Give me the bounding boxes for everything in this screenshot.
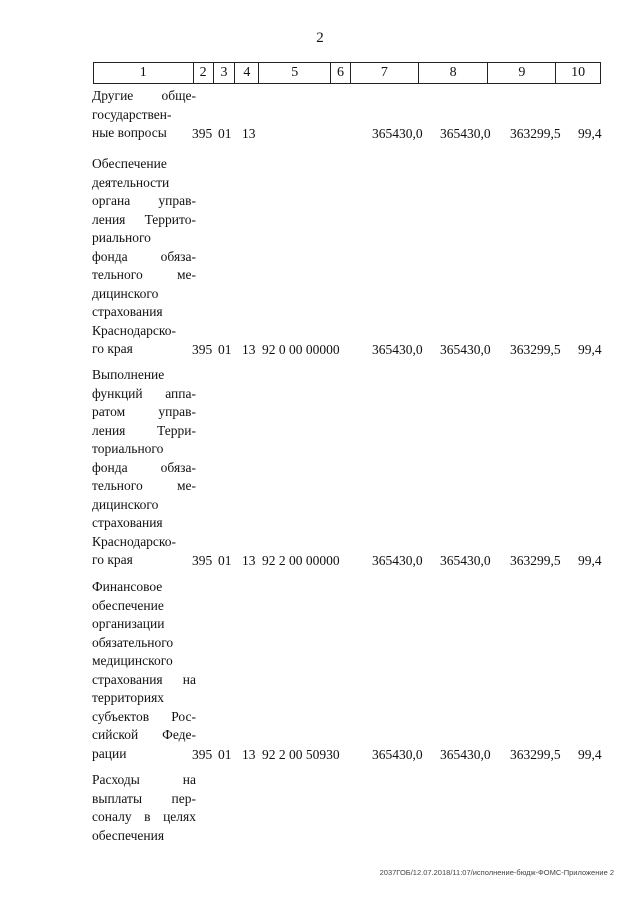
header-col-6: 6	[331, 63, 351, 83]
table-row	[92, 578, 612, 764]
table-row	[92, 366, 612, 570]
row-values: 395 01 13 92 0 00 00000 365430,0 365430,0 363299,5 99,4	[192, 341, 602, 357]
table-header-row	[93, 62, 601, 84]
row-name: Другие обще- государствен- ные вопросы	[92, 88, 196, 140]
header-col-9: 9	[488, 63, 556, 83]
header-col-1: 1	[94, 63, 194, 83]
row-name: Обеспечение деятельности органа управ- ления Террито- риального фонда обяза- тельного ме- дицинского страхования Краснодарско- го края	[92, 156, 196, 356]
row-values: 395 01 13 365430,0 365430,0 363299,5 99,4	[192, 125, 602, 141]
header-col-8: 8	[419, 63, 489, 83]
document-footer: 2037ГОБ/12.07.2018/11:07/исполнение-бюдж-ФОМС-Приложение 2	[379, 868, 614, 877]
header-col-5: 5	[259, 63, 331, 83]
header-col-2: 2	[194, 63, 214, 83]
table-row	[92, 87, 612, 143]
header-col-4: 4	[235, 63, 259, 83]
row-values: 395 01 13 92 2 00 00000 365430,0 365430,0 363299,5 99,4	[192, 552, 602, 568]
header-col-3: 3	[214, 63, 236, 83]
header-col-10: 10	[571, 65, 586, 80]
table-row	[92, 771, 612, 845]
row-values: 395 01 13 92 2 00 50930 365430,0 365430,0 363299,5 99,4	[192, 746, 602, 762]
header-col-7: 7	[351, 63, 419, 83]
row-name: Финансовое обеспечение организации обязательного медицинского страхования на территориях субъектов Рос- сийской Феде- рации	[92, 579, 196, 761]
table-row	[92, 155, 612, 359]
page-number: 2	[316, 30, 324, 46]
row-name: Выполнение функций аппа- ратом управ- ления Терри- ториального фонда обяза- тельного ме- дицинского страхования Краснодарско- го края	[92, 367, 196, 567]
row-name: Расходы на выплаты пер- соналу в целях обеспечения	[92, 772, 196, 843]
